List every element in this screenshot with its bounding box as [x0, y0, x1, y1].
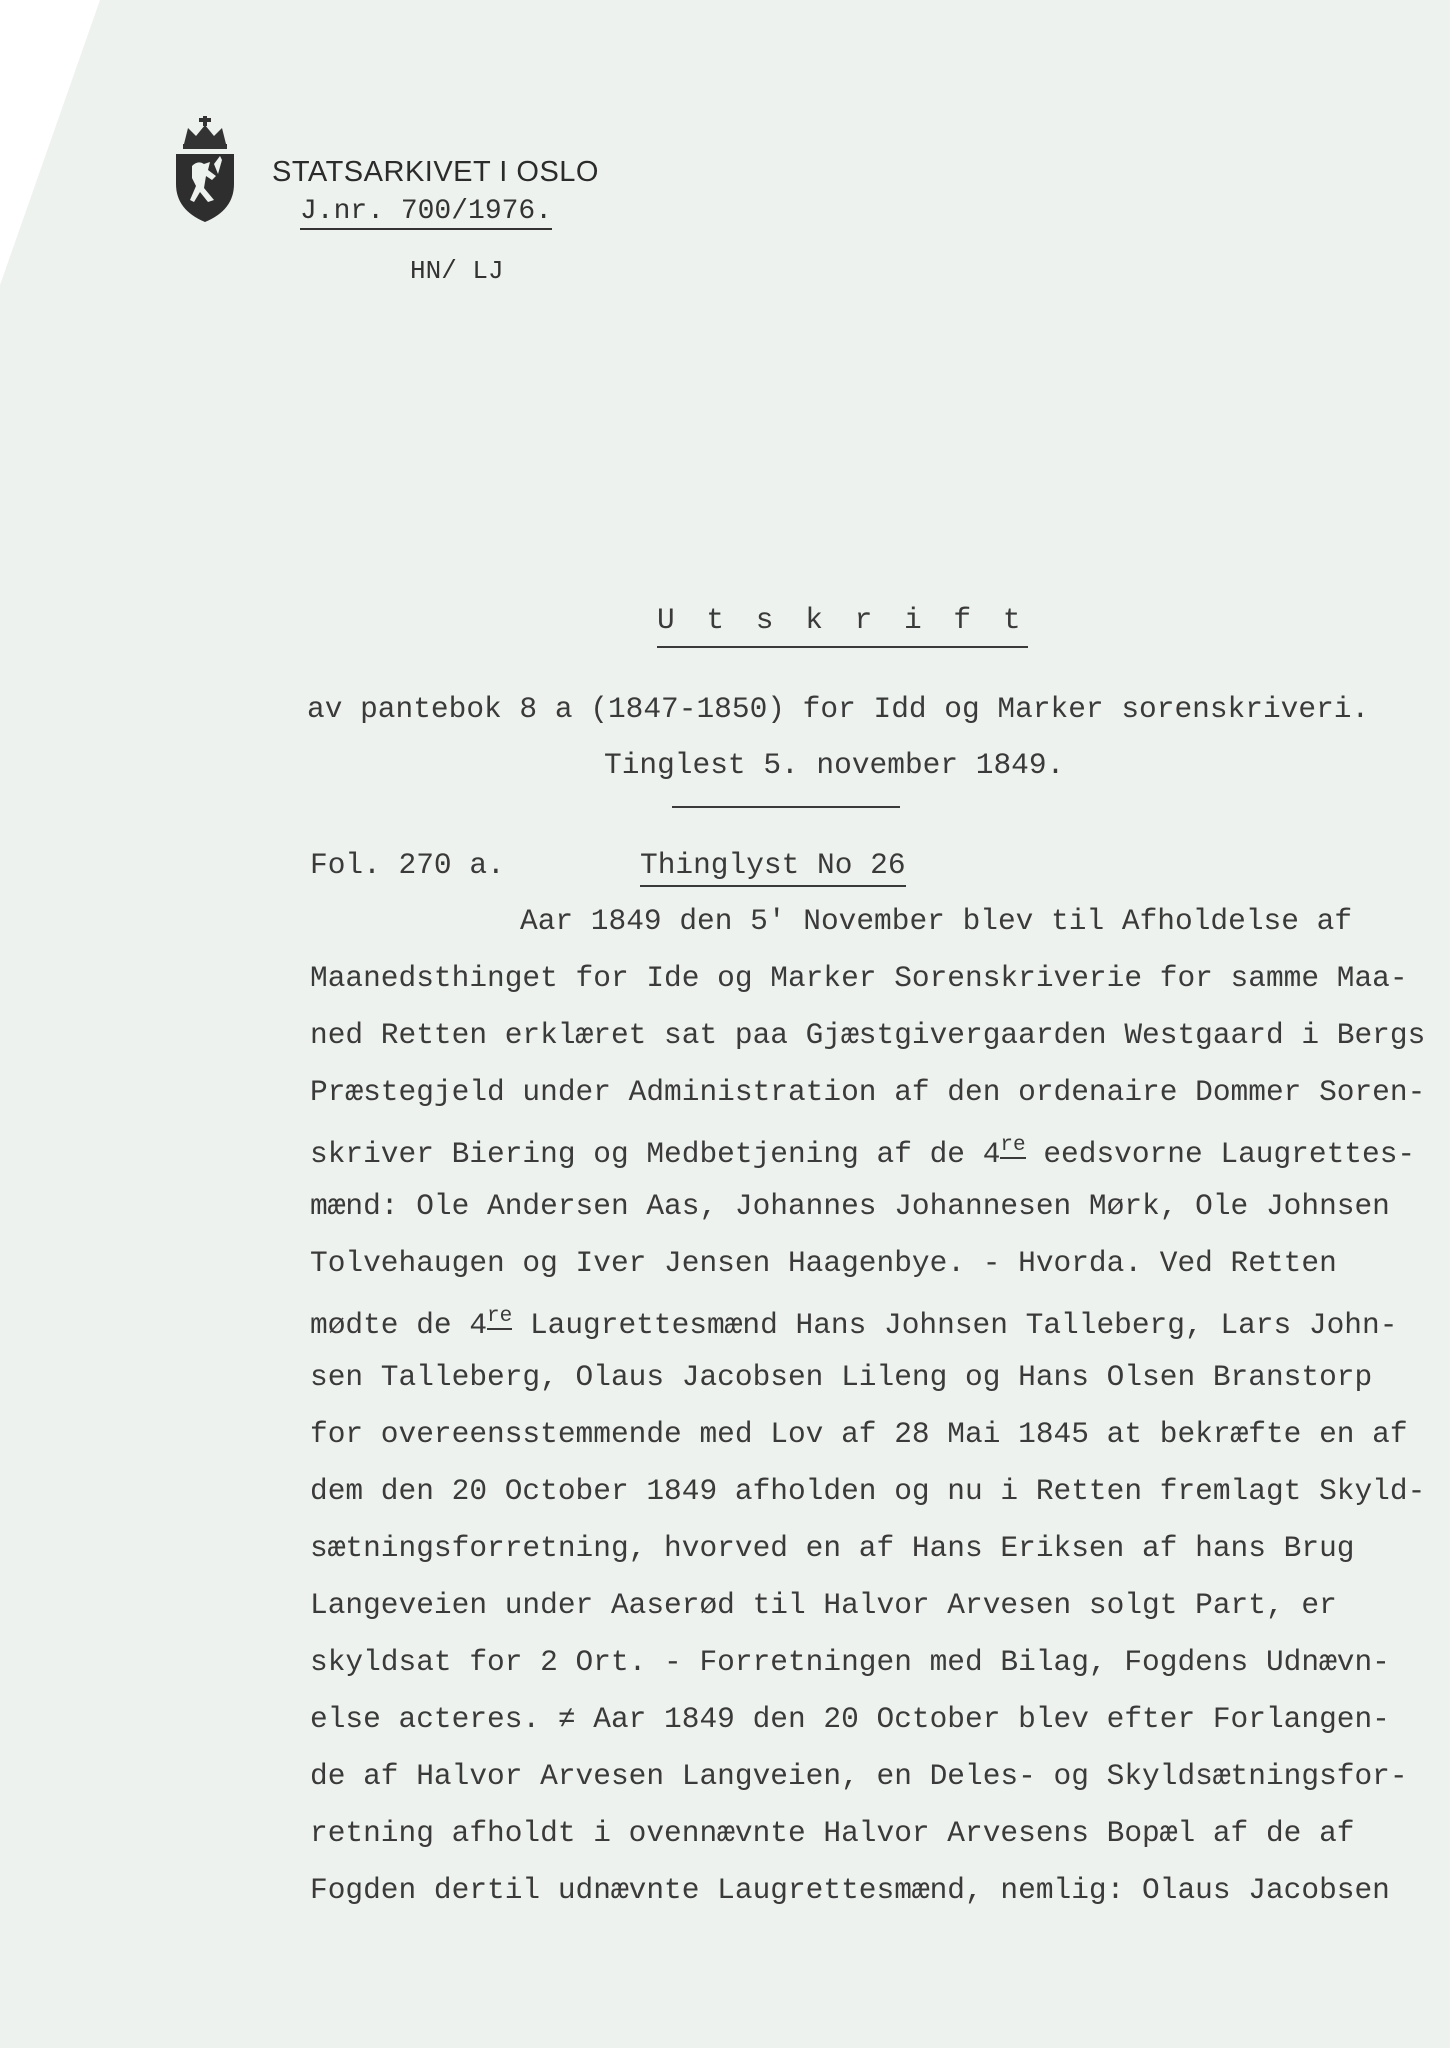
- archive-name: STATSARKIVET I OSLO: [272, 156, 599, 188]
- handwritten-initials: HN/ LJ: [410, 256, 504, 286]
- body-line: else acteres. ≠ Aar 1849 den 20 October blev efter Forlangen-: [310, 1702, 1390, 1736]
- body-line: skyldsat for 2 Ort. - Forretningen med Bilag, Fogdens Udnævn-: [310, 1645, 1390, 1679]
- body-line: dem den 20 October 1849 afholden og nu i Retten fremlagt Skyld-: [310, 1474, 1426, 1508]
- body-line: for overeensstemmende med Lov af 28 Mai 1845 at bekræfte en af: [310, 1417, 1408, 1451]
- divider: [672, 806, 900, 808]
- body-line: Tolvehaugen og Iver Jensen Haagenbye. - Hvorda. Ved Retten: [310, 1246, 1337, 1280]
- body-line: retning afholdt i ovennævnte Halvor Arvesens Bopæl af de af: [310, 1816, 1355, 1850]
- body-line: Langeveien under Aaserød til Halvor Arvesen solgt Part, er: [310, 1588, 1337, 1622]
- body-line: Præstegjeld under Administration af den ordenaire Dommer Soren-: [310, 1075, 1426, 1109]
- body-line: mænd: Ole Andersen Aas, Johannes Johannesen Mørk, Ole Johnsen: [310, 1189, 1390, 1223]
- subtitle-registered-date: Tinglest 5. november 1849.: [604, 748, 1065, 782]
- superscript: re: [1000, 1134, 1026, 1157]
- body-line: sætningsforretning, hvorved en af Hans Eriksen af hans Brug: [310, 1531, 1355, 1565]
- entry-title: Thinglyst No 26: [640, 851, 906, 887]
- body-line: de af Halvor Arvesen Langveien, en Deles- og Skyldsætningsfor-: [310, 1759, 1408, 1793]
- body-line: Aar 1849 den 5' November blev til Afholdelse af: [520, 904, 1353, 938]
- body-line: Maanedsthinget for Ide og Marker Sorenskriverie for samme Maa-: [310, 961, 1408, 995]
- document-title: U t s k r i f t: [657, 606, 1028, 648]
- subtitle-source: av pantebok 8 a (1847-1850) for Idd og Marker sorenskriveri.: [307, 692, 1370, 726]
- body-line: Fogden dertil udnævnte Laugrettesmænd, nemlig: Olaus Jacobsen: [310, 1873, 1390, 1907]
- superscript: re: [487, 1305, 513, 1328]
- body-line: sen Talleberg, Olaus Jacobsen Lileng og Hans Olsen Branstorp: [310, 1360, 1373, 1394]
- body-line: skriver Biering og Medbetjening af de 4re eedsvorne Laugrettes-: [310, 1134, 1416, 1171]
- journal-number: J.nr. 700/1976.: [300, 196, 552, 230]
- folio-reference: Fol. 270 a.: [310, 848, 505, 882]
- body-line: mødte de 4re Laugrettesmænd Hans Johnsen Talleberg, Lars John-: [310, 1305, 1398, 1342]
- norwegian-coat-of-arms-icon: [170, 116, 240, 224]
- body-line: ned Retten erklæret sat paa Gjæstgivergaarden Westgaard i Bergs: [310, 1018, 1426, 1052]
